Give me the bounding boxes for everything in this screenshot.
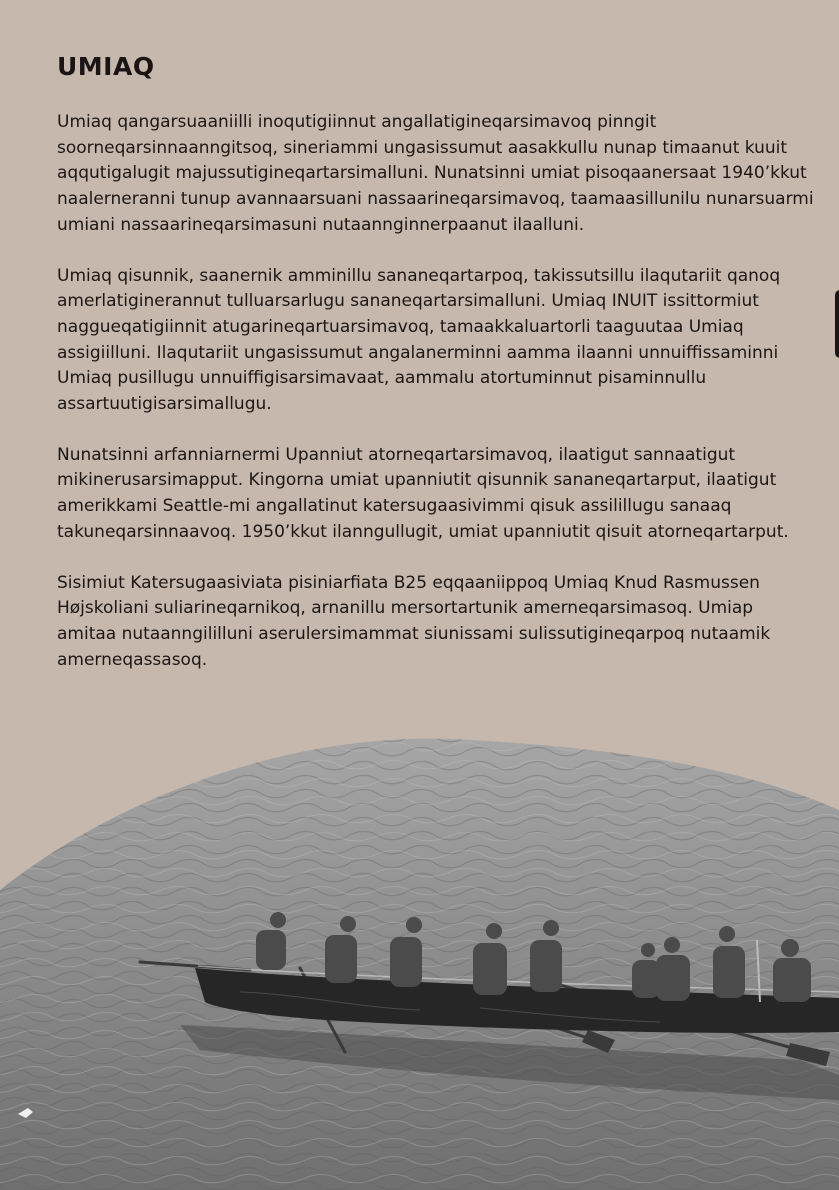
paragraph-construction: Umiaq qisunnik, saanernik amminillu sananeqartarpoq, takissutsillu ilaqutariit qanoq amerlatiginerannut tulluarsarlugu sananeqartarsimalluni. Umiaq INUIT issittormiut naggueqatigiinnit atugarineqartuarsimavoq, tamaakkaluartorli taaguutaa Umiaq assigiilluni. Ilaqutariit ungasissumut angalanerminni aamma ilaanni unnuiffissaminni Umiaq pusillugu unnuiffigisarsimavaat, aammalu atortuminnut pisaminnullu assartuutigisarsimallugu.	[57, 265, 781, 415]
umiaq-photo	[0, 730, 839, 1190]
page-edge-mark	[835, 290, 839, 358]
water-area	[0, 730, 839, 1190]
paragraph-museum: Sisimiut Katersugaasiviata pisiniarfiata B25 eqqaaniippoq Umiaq Knud Rasmussen Højskoliani suliarineqarnikoq, arnanillu mersortartunik amerneqarsimasoq. Umiap amitaa nutaanngililluni aserulersimammat siunissami sulissutigineqarpoq nutaamik amerneqassasoq.	[57, 572, 771, 670]
paragraph-history: Umiaq qangarsuaaniilli inoqutigiinnut angallatigineqarsimavoq pinngit soorneqarsinnaanngitsoq, sineriammi ungasissumut aasakkullu nunap timaanut kuuit aqqutigalugit majussutigineqartarsimalluni. Nunatsinni umiat pisoqaanersaat 1940’kkut naalerneranni tunup avannaarsuani nassaarineqarsimavoq, taamaasillunilu nunarsuarmi umiani nassaarineqarsimasuni nutaannginnerpaanut ilaalluni.	[57, 112, 814, 235]
article-body	[57, 110, 817, 698]
paragraph-whaling: Nunatsinni arfanniarnermi Upanniut atorneqartarsimavoq, ilaatigut sannaatigut mikinerusarsimapput. Kingorna umiat upanniutit qisunnik sananeqartarput, ilaatigut amerikkami Seattle-mi angallatinut katersugaasivimmi qisuk assilillugu sanaaq takuneqarsinnaavoq. 1950’kkut ilanngullugit, umiat upanniutit qisuit atorneqartarput.	[57, 444, 789, 542]
page-title: UMIAQ	[57, 52, 155, 81]
